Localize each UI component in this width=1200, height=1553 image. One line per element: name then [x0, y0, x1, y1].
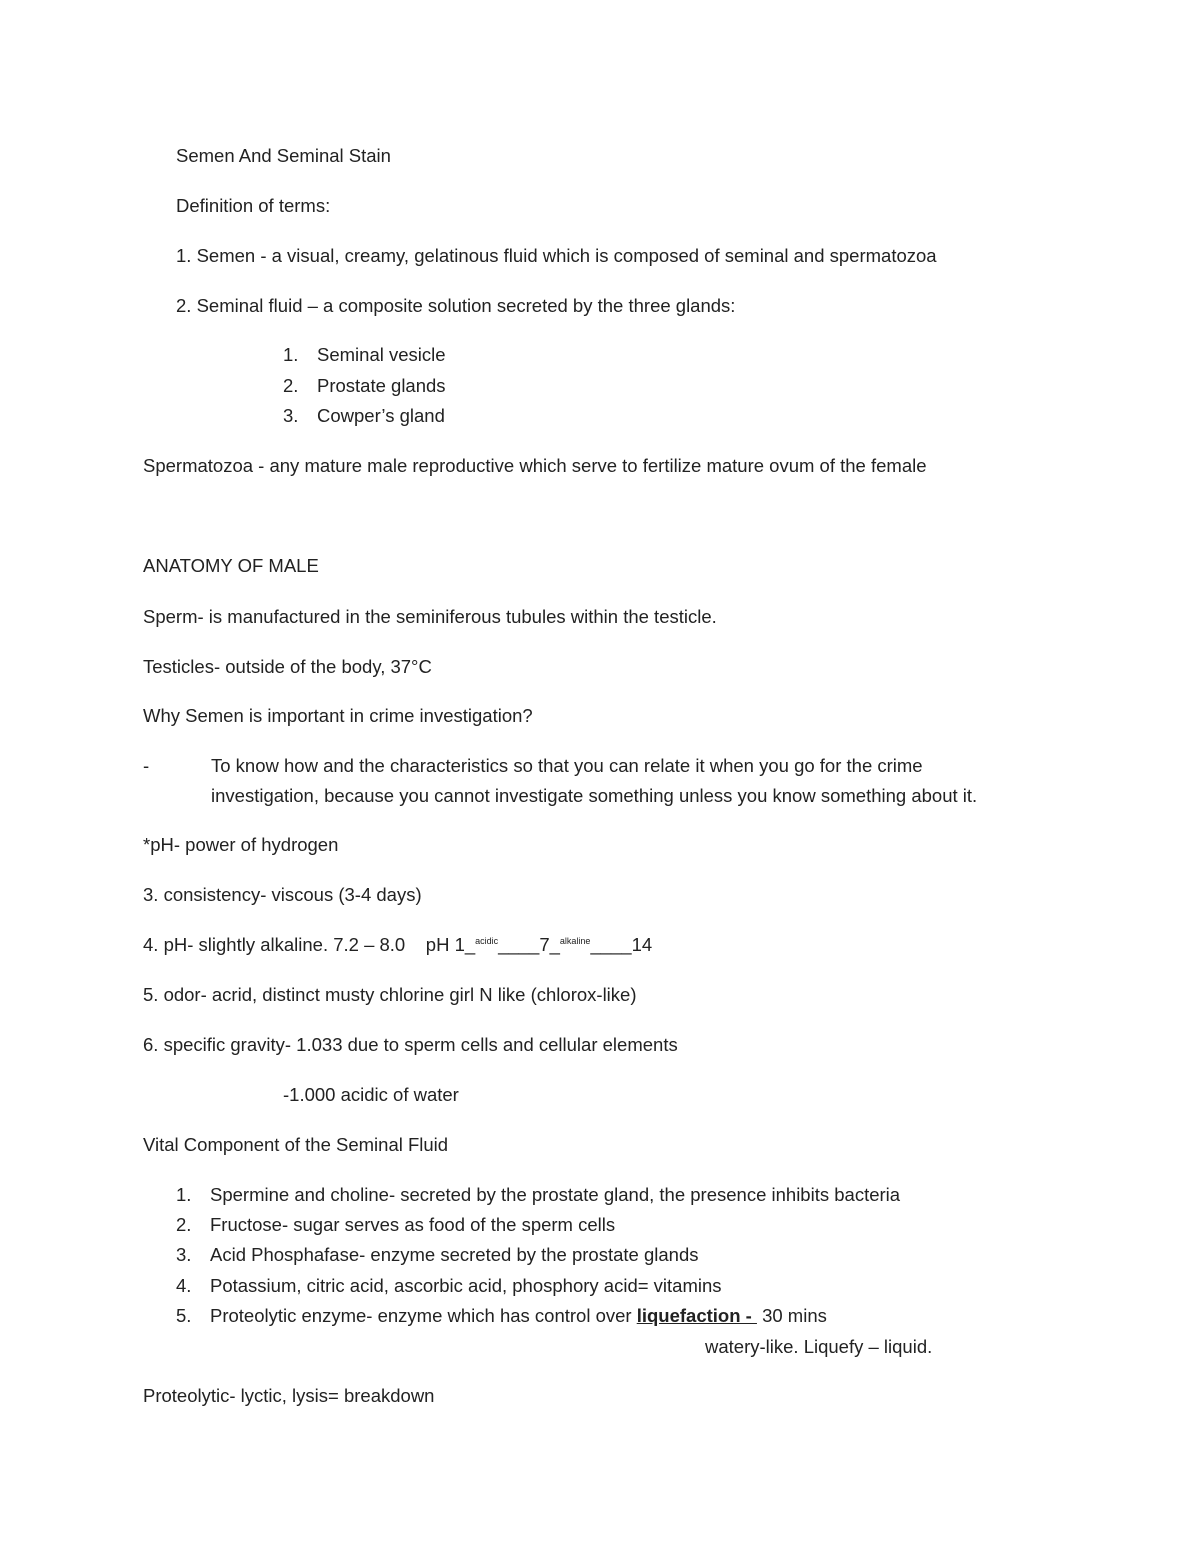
bullet-text-line2: investigation, because you cannot investigate something unless you know something about it.: [211, 785, 978, 806]
vital-text: Fructose- sugar serves as food of the sperm cells: [210, 1214, 616, 1235]
testicles-line: Testicles- outside of the body, 37°C: [143, 656, 432, 677]
ph-line-text: 4. pH- slightly alkaline. 7.2 – 8.0 pH 1_: [143, 934, 476, 955]
vital-number: 4.: [176, 1275, 192, 1296]
vital-list-item: [176, 1244, 698, 1266]
gland-number: 3.: [283, 405, 299, 426]
definition-spermatozoa: Spermatozoa - any mature male reproductive which serve to fertilize mature ovum of the female: [143, 455, 927, 476]
bullet-item: [143, 755, 923, 777]
why-question: Why Semen is important in crime investigation?: [143, 705, 533, 726]
vital-number: 2.: [176, 1214, 192, 1235]
anatomy-heading: ANATOMY OF MALE: [143, 555, 319, 576]
gravity-line: 6. specific gravity- 1.033 due to sperm cells and cellular elements: [143, 1034, 678, 1055]
vital-text: Proteolytic enzyme- enzyme which has control over: [210, 1305, 637, 1326]
gland-text: Seminal vesicle: [317, 344, 446, 365]
ph-line-mid: ____7_: [498, 934, 560, 955]
vital-list-item: [176, 1305, 827, 1327]
vital-number: 1.: [176, 1184, 192, 1205]
odor-line: 5. odor- acrid, distinct musty chlorine girl N like (chlorox-like): [143, 984, 637, 1005]
vital-text: Spermine and choline- secreted by the prostate gland, the presence inhibits bacteria: [210, 1184, 901, 1205]
vital-heading: Vital Component of the Seminal Fluid: [143, 1134, 449, 1155]
gland-text: Cowper’s gland: [317, 405, 445, 426]
ph-line: [143, 934, 652, 956]
bullet-text-line1: To know how and the characteristics so that you can relate it when you go for the crime: [211, 755, 923, 776]
gland-number: 1.: [283, 344, 299, 365]
vital-number: 5.: [176, 1305, 192, 1326]
definition-heading: Definition of terms:: [176, 195, 331, 216]
ph-line-end: ____14: [590, 934, 653, 955]
document-title: Semen And Seminal Stain: [176, 145, 391, 166]
gland-list-item: [283, 375, 446, 397]
vital-item-5-continuation: watery-like. Liquefy – liquid.: [705, 1336, 933, 1357]
sperm-line: Sperm- is manufactured in the seminiferous tubules within the testicle.: [143, 606, 717, 627]
definition-seminal-fluid: 2. Seminal fluid – a composite solution secreted by the three glands:: [176, 295, 736, 316]
liquefaction-term: liquefaction -: [636, 1305, 757, 1326]
proteolytic-line: Proteolytic- lyctic, lysis= breakdown: [143, 1385, 435, 1406]
ph-note: *pH- power of hydrogen: [143, 834, 339, 855]
vital-list-item: [176, 1214, 615, 1236]
vital-text: Acid Phosphafase- enzyme secreted by the prostate glands: [210, 1244, 699, 1265]
definition-semen: 1. Semen - a visual, creamy, gelatinous fluid which is composed of seminal and spermatozoa: [176, 245, 937, 266]
vital-list-item: [176, 1275, 722, 1297]
consistency-line: 3. consistency- viscous (3-4 days): [143, 884, 422, 905]
gland-number: 2.: [283, 375, 299, 396]
vital-text: Potassium, citric acid, ascorbic acid, phosphory acid= vitamins: [210, 1275, 722, 1296]
bullet-dash: -: [143, 755, 150, 776]
vital-list-item: [176, 1184, 900, 1206]
ph-alkaline-label: alkaline: [559, 936, 591, 946]
gland-list-item: [283, 405, 445, 427]
gland-text: Prostate glands: [317, 375, 446, 396]
ph-acidic-label: acidic: [475, 936, 499, 946]
gravity-line-2: -1.000 acidic of water: [283, 1084, 459, 1105]
gland-list-item: [283, 344, 446, 366]
vital-number: 3.: [176, 1244, 192, 1265]
vital-text-after: 30 mins: [756, 1305, 827, 1326]
